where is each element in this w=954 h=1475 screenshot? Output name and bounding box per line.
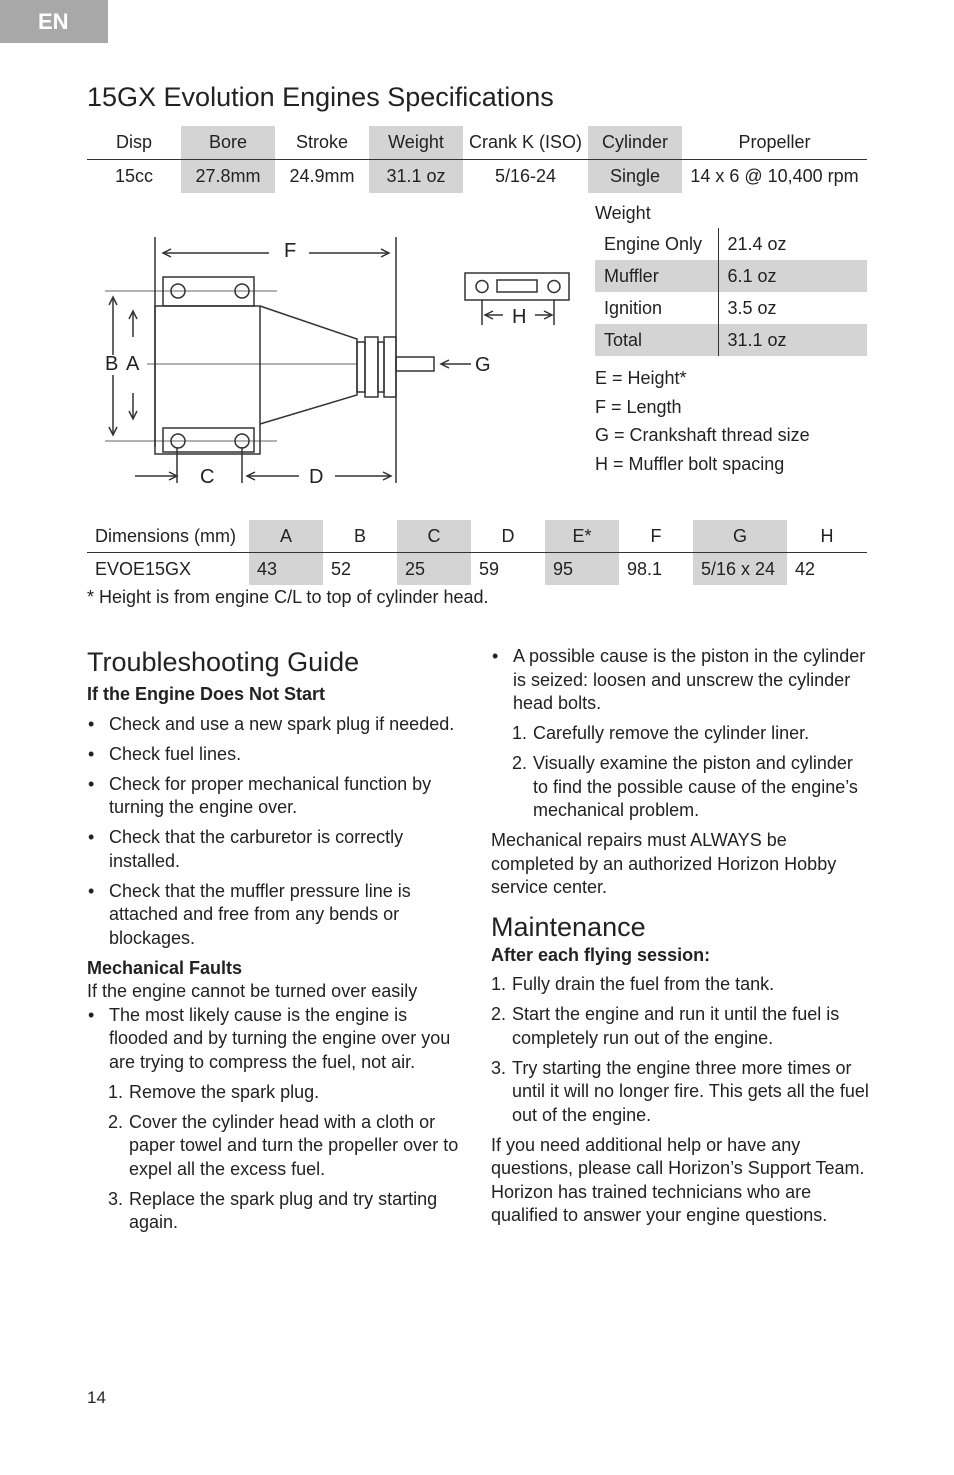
spec-value-cell: 31.1 oz — [369, 160, 463, 194]
list-item: • A possible cause is the piston in the cylinder is seized: loosen and unscrew the cylinder head bolts. — [491, 645, 871, 716]
maintenance-subhead: After each flying session: — [491, 944, 711, 965]
maintenance-title: Maintenance — [491, 911, 646, 942]
spec-header-cell: Disp — [87, 126, 181, 160]
spec-table — [87, 126, 867, 193]
dimensions-value-cell: 42 — [795, 558, 816, 579]
step-number: 1. — [108, 1081, 124, 1102]
legend-item: F = Length — [595, 396, 682, 417]
no-start-list — [87, 713, 462, 951]
engine-dimension-diagram — [95, 225, 585, 495]
weight-value: 6.1 oz — [718, 260, 867, 292]
diagram-label-d: D — [309, 466, 324, 488]
seized-steps — [512, 722, 871, 823]
weight-value: 21.4 oz — [718, 228, 867, 260]
dimensions-header-cell: C — [397, 520, 471, 553]
mechanical-faults-heading: Mechanical Faults — [87, 957, 243, 978]
weight-value: 31.1 oz — [718, 324, 867, 356]
step-number: 3. — [491, 1057, 507, 1078]
spec-header-cell: Weight — [369, 126, 463, 160]
diagram-label-h: H — [512, 306, 527, 328]
list-item: • Check that the carburetor is correctly installed. — [87, 826, 462, 873]
dimension-legend — [595, 364, 810, 479]
list-item: • Check and use a new spark plug if needed. — [87, 713, 462, 737]
step-number: 2. — [512, 753, 528, 773]
weight-row — [595, 228, 867, 260]
diagram-label-c: C — [200, 466, 215, 488]
spec-value-row — [87, 160, 867, 194]
step-number: 3. — [108, 1188, 124, 1209]
repairs-note: Mechanical repairs must ALWAYS be completed by an authorized Horizon Hobby service center. — [491, 830, 837, 897]
list-item: • Check fuel lines. — [87, 743, 462, 767]
step-item — [512, 752, 871, 823]
mechanical-cause-list — [87, 1004, 462, 1075]
dimensions-value-cell: 59 — [479, 558, 500, 579]
spec-header-cell: Bore — [181, 126, 275, 160]
spec-header-row — [87, 126, 867, 160]
step-number: 1. — [491, 974, 507, 994]
diagram-label-a: A — [126, 353, 140, 375]
spec-header-cell: Stroke — [275, 126, 369, 160]
step-text: Remove the spark plug. — [129, 1081, 320, 1102]
list-item: • The most likely cause is the engine is flooded and by turning the engine over you are trying to compress the fuel, not air. — [87, 1004, 462, 1075]
weight-value: 3.5 oz — [718, 292, 867, 324]
step-text: Start the engine and run it until the fuel is completely run out of the engine. — [512, 1004, 840, 1048]
dimensions-value-cell: 25 — [397, 553, 471, 586]
mechanical-faults-intro: If the engine cannot be turned over easily — [87, 981, 418, 1001]
spec-header-cell: Crank K (ISO) — [463, 126, 588, 160]
page-title: 15GX Evolution Engines Specifications — [87, 82, 554, 112]
dimensions-header-cell: D — [471, 520, 545, 553]
spec-value-cell: 15cc — [114, 166, 154, 186]
language-tab: EN — [0, 0, 108, 43]
weight-label: Muffler — [604, 265, 659, 286]
weight-row — [595, 324, 867, 356]
diagram-label-b: B — [105, 353, 119, 375]
dimensions-header-row — [87, 520, 867, 553]
step-item — [108, 1081, 462, 1105]
step-number: 1. — [512, 723, 528, 743]
weight-row — [595, 292, 867, 324]
spec-value-cell: 5/16-24 — [494, 166, 557, 186]
step-text: Visually examine the piston and cylinder to find the possible cause of the engine’s mechanical problem. — [533, 753, 858, 820]
dimensions-header-cell: G — [693, 520, 787, 553]
diagram-label-g: G — [475, 354, 491, 376]
diagram-label-f: F — [284, 240, 297, 262]
step-item — [512, 722, 871, 746]
weight-title: Weight — [595, 203, 651, 223]
footnote: * Height is from engine C/L to top of cylinder head. — [87, 587, 489, 607]
weight-label: Engine Only — [604, 233, 703, 254]
dimensions-value-cell: 95 — [545, 553, 619, 586]
spec-value-cell: 24.9mm — [289, 166, 355, 186]
dimensions-header-cell: E* — [545, 520, 619, 553]
dimensions-value-cell: 43 — [249, 553, 323, 586]
step-text: Carefully remove the cylinder liner. — [533, 723, 810, 743]
legend-item: G = Crankshaft thread size — [595, 425, 810, 446]
no-start-heading: If the Engine Does Not Start — [87, 684, 326, 704]
dimensions-header-cell: B — [323, 520, 397, 553]
weight-block — [595, 200, 867, 356]
flooded-steps — [108, 1081, 462, 1235]
step-item — [491, 1057, 871, 1128]
page-number: 14 — [87, 1388, 106, 1407]
step-text: Cover the cylinder head with a cloth or paper towel and turn the propeller over to expel all the excess fuel. — [129, 1111, 459, 1179]
step-item — [491, 1003, 871, 1050]
spec-value-cell: 14 x 6 @ 10,400 rpm — [690, 166, 859, 186]
troubleshooting-section — [87, 645, 462, 1241]
spec-header-cell: Cylinder — [588, 126, 682, 160]
step-text: Try starting the engine three more times or until it will no longer fire. This gets all the fuel out of the engine. — [512, 1057, 869, 1125]
step-item — [108, 1188, 462, 1235]
list-item: • Check that the muffler pressure line is attached and free from any bends or blockages. — [87, 880, 462, 951]
step-item — [108, 1111, 462, 1182]
dimensions-header-cell: F — [619, 520, 693, 553]
spec-header-cell: Propeller — [682, 126, 867, 160]
seized-cause-list — [491, 645, 871, 716]
list-item: • Check for proper mechanical function by turning the engine over. — [87, 773, 462, 820]
weight-label: Total — [604, 329, 643, 350]
dimensions-value-cell: 5/16 x 24 — [693, 553, 787, 586]
spec-value-cell: 27.8mm — [181, 160, 275, 194]
right-column — [491, 645, 871, 1228]
spec-value-cell: Single — [588, 160, 682, 194]
dimensions-header-cell: H — [787, 520, 867, 553]
weight-table — [595, 228, 867, 356]
troubleshooting-title: Troubleshooting Guide — [87, 647, 360, 677]
dimensions-value-cell: 52 — [331, 558, 352, 579]
dimensions-table — [87, 520, 867, 585]
step-text: Replace the spark plug and try starting again. — [129, 1188, 438, 1232]
step-number: 2. — [491, 1004, 507, 1024]
dimensions-value-row — [87, 553, 867, 586]
step-item — [491, 973, 871, 997]
dimensions-header-cell: Dimensions (mm) — [87, 520, 249, 553]
weight-row — [595, 260, 867, 292]
dimensions-header-cell: A — [249, 520, 323, 553]
legend-item: H = Muffler bolt spacing — [595, 454, 785, 475]
dimensions-value-cell: 98.1 — [627, 558, 663, 579]
weight-label: Ignition — [604, 297, 663, 318]
dimensions-value-cell: EVOE15GX — [95, 558, 192, 579]
support-note: If you need additional help or have any questions, please call Horizon’s Support Team. Horizon has trained technicians who are qualified to answer your engine questions. — [491, 1134, 865, 1225]
step-text: Fully drain the fuel from the tank. — [512, 974, 775, 994]
step-number: 2. — [108, 1111, 124, 1132]
maintenance-steps — [491, 973, 871, 1127]
legend-item: E = Height* — [595, 368, 687, 388]
